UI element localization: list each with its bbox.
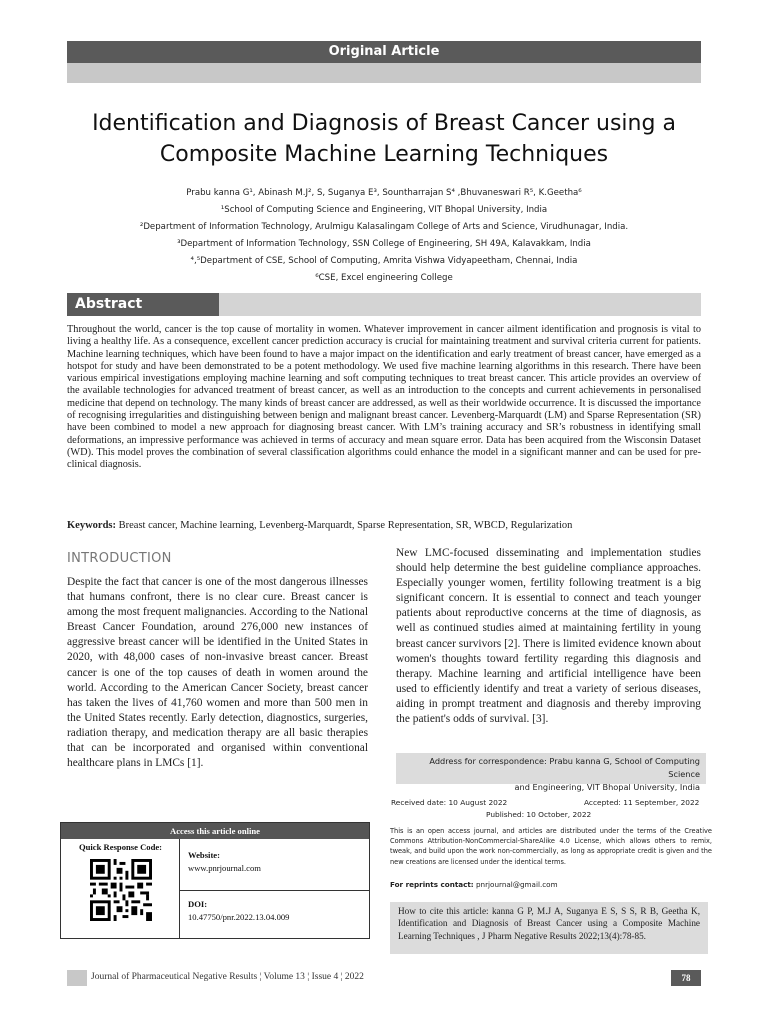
website-link[interactable]: www.pnrjournal.com (188, 863, 261, 873)
doi-cell (180, 891, 369, 938)
affiliation: ²Department of Information Technology, Arulmigu Kalasalingam College of Arts and Science, Virudhunagar, India. (139, 222, 629, 232)
abstract-banner (67, 293, 701, 316)
page-number: 78 (671, 970, 701, 986)
article-type-banner (67, 41, 701, 83)
correspondence-line: Prabu kanna G, School of Computing Science (549, 756, 700, 779)
reprints-contact (390, 880, 558, 889)
website-cell (180, 839, 369, 891)
authors-line: Prabu kanna G¹, Abinash M.J², S, Suganya E³, Sountharrajan S⁴ ,Bhuvaneswari R⁵, K.Geetha⁶ (186, 188, 582, 198)
intro-paragraph-left: Despite the fact that cancer is one of the most dangerous illnesses that humans confront, there is no clear cure. Breast cancer is among the most frequent malignancies. According to the National Breast Cancer Foundation, around 276,000 new instances of aggressive breast cancer will be identified in the United States in 2020, with 48,000 cases of non-invasive breast cancer. Breast cancer is one of the top causes of death in women around the world. According to the American Cancer Society, breast cancer has taken the lives of 41,760 women and more than 500 men in the United States recently. Early detection, diagnostics, surgeries, radiation therapy, and medication therapy are all basic therapies that can be incorporated and organised within conventional healthcare plans in LMCs [1]. (67, 576, 368, 770)
access-online-box (60, 822, 370, 939)
published-date: Published: 10 October, 2022 (486, 810, 592, 819)
license-text: This is an open access journal, and articles are distributed under the terms of the Creative Commons Attribution-NonCommercial-ShareAlike 4.0 License, which allows others to remix, tweak, and build upon the work non-commercially, as long as appropriate credit is given and the new creations are licensed under the identical terms. (390, 827, 712, 866)
correspondence-line: and Engineering, VIT Bhopal University, India (514, 782, 700, 792)
affiliation: ¹School of Computing Science and Engineering, VIT Bhopal University, India (220, 205, 548, 215)
reprints-label: For reprints contact: (390, 880, 474, 889)
affiliation: ⁶CSE, Excel engineering College (315, 273, 453, 283)
section-heading-introduction: INTRODUCTION (67, 551, 172, 566)
affiliation: ³Department of Information Technology, SSN College of Engineering, SH 49A, Kalavakkam, India (177, 239, 591, 249)
abstract-heading: Abstract (67, 293, 219, 316)
accepted-date: Accepted: 11 September, 2022 (584, 798, 700, 807)
affiliation: ⁴,⁵Department of CSE, School of Computing, Amrita Vishwa Vidyapeetham, Chennai, India (190, 256, 578, 266)
footer-bar (67, 970, 701, 986)
keywords-text: Breast cancer, Machine learning, Levenberg-Marquardt, Sparse Representation, SR, WBCD, Regularization (118, 520, 573, 531)
paper-title: Identification and Diagnosis of Breast Cancer using a Composite Machine Learning Techniques (92, 111, 676, 167)
qr-label: Quick Response Code: (78, 842, 163, 852)
received-date: Received date: 10 August 2022 (391, 798, 508, 807)
doi-link[interactable]: 10.47750/pnr.2022.13.04.009 (188, 912, 290, 922)
doi-label: DOI: (188, 899, 208, 909)
author-block (80, 185, 688, 287)
footer-journal-info: Journal of Pharmaceutical Negative Results ¦ Volume 13 ¦ Issue 4 ¦ 2022 (91, 972, 364, 982)
citation-box: How to cite this article: kanna G P, M.J A, Suganya E S, S S, R B, Geetha K, Identification and Diagnosis of Breast Cancer using a Composite Machine Learning Techniques , J Pharm Negative Results 2022;13(4):78-85. (390, 902, 708, 954)
correspondence-label: Address for correspondence: (429, 756, 547, 766)
reprints-email[interactable]: pnrjournal@gmail.com (475, 880, 558, 889)
keywords-label: Keywords: (67, 520, 116, 531)
keywords (67, 520, 701, 531)
qr-cell (61, 839, 180, 938)
access-heading: Access this article online (61, 823, 369, 839)
qr-code-icon[interactable] (90, 859, 152, 921)
abstract-text: Throughout the world, cancer is the top cause of mortality in women. Whatever improvement in cancer ailment identification and prognosis is vital to living a healthy life. As a consequence, excellent cancer prediction accuracy is crucial for maintaining treatment and survival criteria current for patients. Machine learning techniques, which have been found to have a major impact on the identification and early treatment of breast cancer, have emerged as a hotspot for study and have been demonstrated to be a potent methodology. We used five machine learning algorithms in this research. There have been various empirical investigations employing machine learning and soft computing techniques to treat breast cancer. This article provides an overview of the available technologies for advanced treatment of breast cancer, as well as an introduction to the concepts and current achievements in personalised medicine that depend on technology. The many kinds of breast cancer are addressed, as well as their worldwide occurrence. It is discussed the importance of recognising irregularities and distinguishing between benign and malignant breast cancer. Levenberg-Marquardt (LM) and Sparse Representation (SR) have been combined to model a new approach for diagnosing breast cancer. With LM’s training accuracy and SR’s robustness in identifying small deformations, an impressive performance was achieved in terms of accuracy and mean square error. Data has been acquired from the Wisconsin Dataset (WD). This model proves the combination of several classification algorithms could enhance the model in a significant manner and can be used for pre-clinical diagnosis. (67, 324, 701, 471)
correspondence-box (396, 753, 706, 792)
article-type-label: Original Article (67, 41, 701, 63)
website-label: Website: (188, 850, 220, 860)
intro-paragraph-right: New LMC-focused disseminating and implementation studies should help determine the best guideline compliance approaches. Especially younger women, fertility following treatment is a big significant concern. It is essential to connect and teach younger patients about reproductive concerns at the time of diagnosis, as well as continued studies aimed at maintaining fertility in young breast cancer survivors [2]. There is limited evidence known about women's thoughts toward fertility regarding this diagnosis and therapy. Machine learning and artificial intelligence have been used to efficiently identify and treat a variety of serious diseases, aiding in prompt treatment and diagnosis and thereby improving the patient's odds of survival. [3]. (396, 547, 701, 726)
